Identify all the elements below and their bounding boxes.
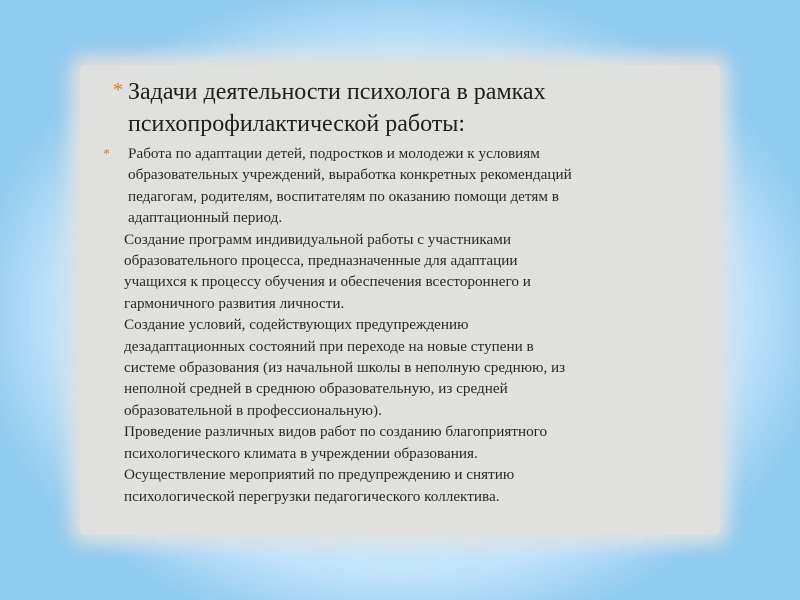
paragraph-line: учащихся к процессу обучения и обеспечения всестороннего и (124, 273, 531, 291)
paragraph-line: Создание программ индивидуальной работы с участниками (124, 230, 512, 248)
paragraph-line: психологической перегрузки педагогического коллектива. (124, 487, 500, 505)
list-item (103, 143, 683, 507)
paragraph-line: образовательного процесса, предназначенные для адаптации (124, 252, 518, 270)
paragraph-line: педагогам, родителям, воспитателям по оказанию помощи детям в (128, 187, 559, 205)
paragraph-line: адаптационный период. (128, 209, 283, 227)
title-text (113, 76, 673, 140)
paragraph-climate (124, 421, 683, 464)
title-line: психопрофилактической работы: (128, 111, 466, 137)
body-bullet-icon: * (103, 147, 110, 162)
paragraph-line: Работа по адаптации детей, подростков и молодежи к условиям (128, 145, 540, 162)
paragraph-line: Осуществление мероприятий по предупреждению и снятию (124, 466, 515, 484)
paragraph-adaptation (128, 143, 683, 229)
paragraph-line: образовательных учреждений, выработка конкретных рекомендаций (128, 166, 572, 184)
paragraph-line: неполной средней в среднюю образовательную, из средней (124, 380, 508, 398)
paragraph-line: психологического климата в учреждении образования. (124, 444, 478, 462)
paragraph-programs (124, 229, 683, 315)
paragraph-conditions (124, 314, 683, 421)
paragraph-line: дезадаптационных состояний при переходе на новые ступени в (124, 337, 534, 355)
paragraph-line: гармоничного развития личности. (124, 294, 345, 312)
paragraph-overload (124, 464, 683, 507)
title-line: Задачи деятельности психолога в рамках (128, 79, 546, 105)
paragraph-line: Проведение различных видов работ по созданию благоприятного (124, 423, 548, 441)
body-list (103, 143, 683, 507)
paragraph-line: Создание условий, содействующих предупреждению (124, 316, 469, 334)
paragraph-line: системе образования (из начальной школы в неполную среднюю, из (124, 359, 566, 377)
slide-title (113, 76, 673, 140)
title-bullet-icon: * (113, 79, 123, 101)
paragraph-line: образовательной в профессиональную). (124, 401, 382, 419)
